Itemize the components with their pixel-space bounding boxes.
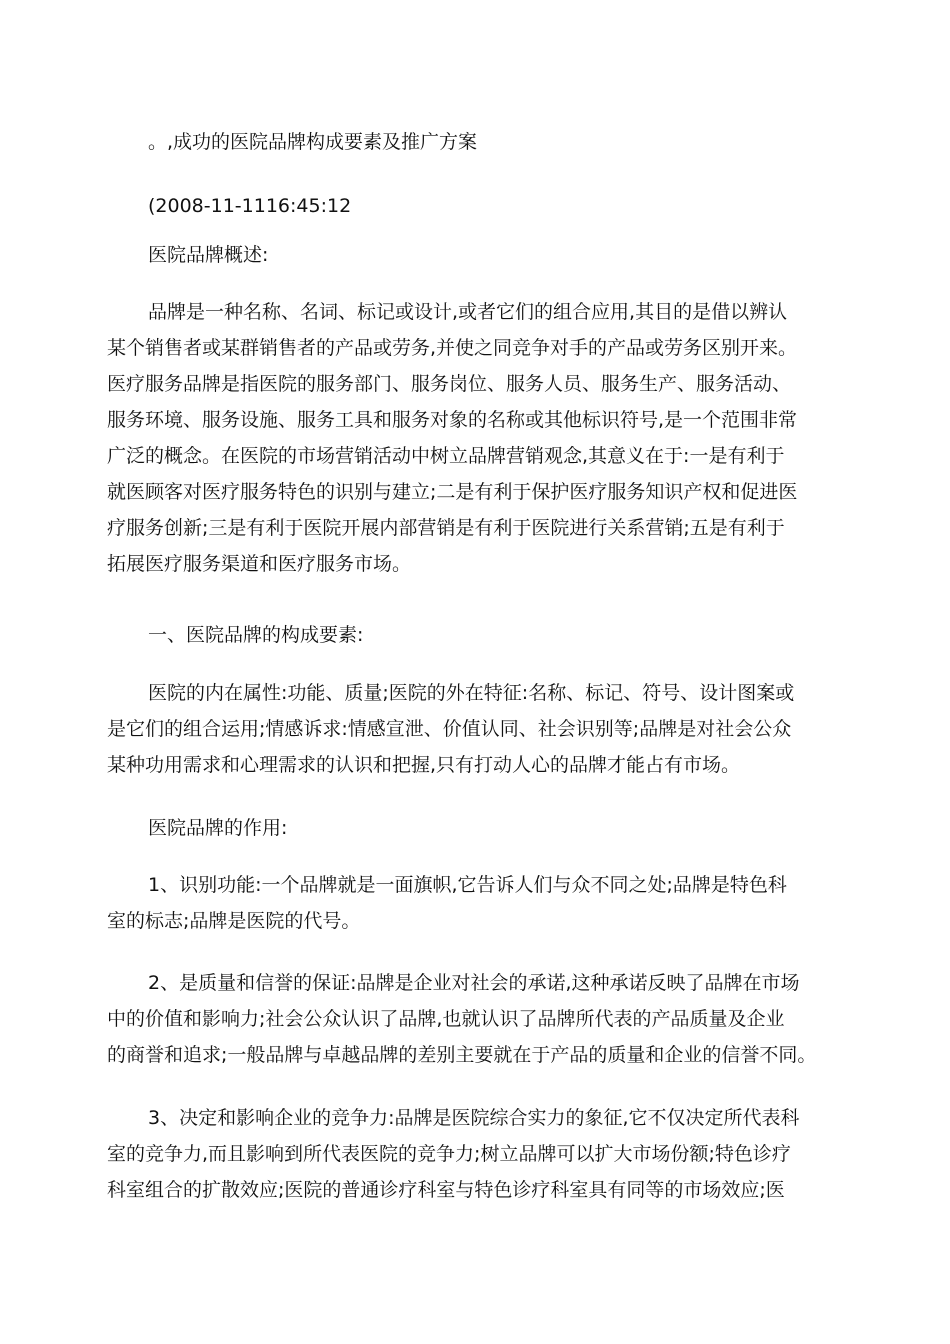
list-item-line: 1、识别功能:一个品牌就是一面旗帜,它告诉人们与众不同之处;品牌是特色科 <box>148 874 787 896</box>
list-item-line: 3、决定和影响企业的竞争力:品牌是医院综合实力的象征,它不仅决定所代表科 <box>148 1107 800 1129</box>
list-item-line: 2、是质量和信誉的保证:品牌是企业对社会的承诺,这种承诺反映了品牌在市场 <box>148 972 800 994</box>
paragraph-line: 某种功用需求和心理需求的认识和把握,只有打动人心的品牌才能占有市场。 <box>107 754 741 776</box>
list-item-line: 中的价值和影响力;社会公众认识了品牌,也就认识了品牌所代表的产品质量及企业 <box>107 1008 785 1030</box>
paragraph-line: 医院的内在属性:功能、质量;医院的外在特征:名称、标记、符号、设计图案或 <box>148 682 795 704</box>
paragraph-line: 是它们的组合运用;情感诉求:情感宣泄、价值认同、社会识别等;品牌是对社会公众 <box>107 718 792 740</box>
paragraph-line: 品牌是一种名称、名词、标记或设计,或者它们的组合应用,其目的是借以辨认 <box>148 301 788 323</box>
list-item-line: 科室组合的扩散效应;医院的普通诊疗科室与特色诊疗科室具有同等的市场效应;医 <box>107 1179 785 1201</box>
publish-date: (2008-11-1116:45:12 <box>148 195 352 217</box>
paragraph-line: 拓展医疗服务渠道和医疗服务市场。 <box>107 553 412 575</box>
paragraph-line: 广泛的概念。在医院的市场营销活动中树立品牌营销观念,其意义在于:一是有利于 <box>107 445 785 467</box>
role-heading: 医院品牌的作用: <box>148 817 288 839</box>
document-title: 。,成功的医院品牌构成要素及推广方案 <box>148 131 478 153</box>
paragraph-line: 就医顾客对医疗服务特色的识别与建立;二是有利于保护医疗服务知识产权和促进医 <box>107 481 798 503</box>
list-item-line: 的商誉和追求;一般品牌与卓越品牌的差别主要就在于产品的质量和企业的信誉不同。 <box>107 1044 817 1066</box>
paragraph-line: 某个销售者或某群销售者的产品或劳务,并使之同竞争对手的产品或劳务区别开来。 <box>107 337 798 359</box>
overview-heading: 医院品牌概述: <box>148 244 269 266</box>
section-heading: 一、医院品牌的构成要素: <box>148 624 364 646</box>
list-item-line: 室的竞争力,而且影响到所代表医院的竞争力;树立品牌可以扩大市场份额;特色诊疗 <box>107 1143 791 1165</box>
paragraph-line: 疗服务创新;三是有利于医院开展内部营销是有利于医院进行关系营销;五是有利于 <box>107 517 785 539</box>
list-item-line: 室的标志;品牌是医院的代号。 <box>107 910 361 932</box>
paragraph-line: 医疗服务品牌是指医院的服务部门、服务岗位、服务人员、服务生产、服务活动、 <box>107 373 792 395</box>
paragraph-line: 服务环境、服务设施、服务工具和服务对象的名称或其他标识符号,是一个范围非常 <box>107 409 798 431</box>
